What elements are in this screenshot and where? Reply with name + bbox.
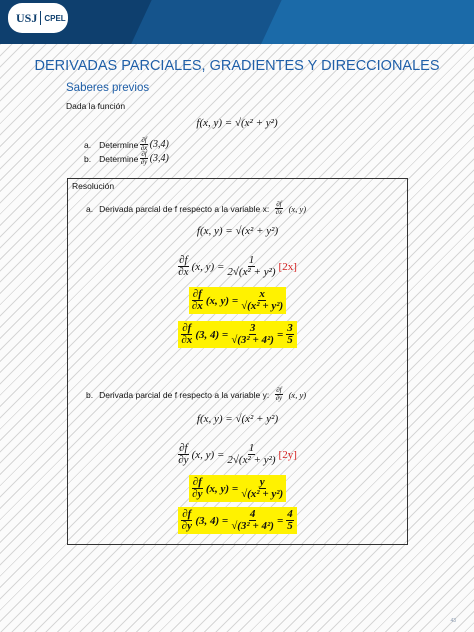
part-b-derivative-step: $\frac{\partial f}{\partial y}$ (x, y) = $\frac{1}{\text{2√(x² + y²)}}$ [2y] [178, 442, 297, 466]
logo-usj-text: USJ [16, 10, 38, 25]
page-number: 43 [450, 618, 456, 624]
question-b-letter: b. [84, 153, 92, 164]
part-b-result: $\frac{\partial f}{\partial y}$ (3, 4) = $\frac{4}{\text{√(3² + 4²)}}$ = $\frac{4}{5}$ [68, 507, 407, 534]
part-b-chain-factor: [2y] [278, 448, 297, 461]
part-a-simplified: $\frac{\partial f}{\partial x}$ (x, y) = $\frac{x}{\text{√(x² + y²)}}$ [68, 287, 407, 314]
part-a-result: $\frac{\partial f}{\partial x}$ (3, 4) = $\frac{3}{\text{√(3² + 4²)}}$ = $\frac{3}{5}$ [68, 321, 407, 348]
given-function: f(x, y) = √(x² + y²) [196, 117, 278, 129]
part-b-heading [86, 387, 306, 402]
logo-divider [40, 11, 41, 25]
question-a-letter: a. [84, 139, 92, 150]
part-b-function: f(x, y) = √(x² + y²) [196, 413, 279, 425]
part-b-simplified: $\frac{\partial f}{\partial y}$ (x, y) = $\frac{y}{\text{√(x² + y²)}}$ [68, 475, 407, 502]
resolution-label: Resolución [72, 181, 115, 191]
part-b-derivative: $\frac{\partial f}{\partial y}$ [275, 386, 283, 402]
question-a [84, 137, 169, 152]
part-a-heading [86, 201, 306, 216]
section-subtitle: Saberes previos [66, 82, 150, 94]
part-a-derivative-step: $\frac{\partial f}{\partial x}$ (x, y) = $\frac{1}{\text{2√(x² + y²)}}$ [2x] [178, 254, 297, 278]
part-a-args: (x, y) [288, 203, 307, 214]
question-b-derivative: $\frac{\partial f}{\partial y}$ [140, 150, 148, 166]
part-a-chain-factor: [2x] [278, 260, 297, 273]
question-b-point: (3,4) [149, 153, 169, 164]
part-b-args: (x, y) [288, 389, 307, 400]
part-a-text: Derivada parcial de f respecto a la variable x: [99, 203, 270, 214]
question-a-point: (3,4) [149, 139, 169, 150]
resolution-box [67, 178, 408, 545]
part-b-text: Derivada parcial de f respecto a la variable y: [99, 389, 270, 400]
logo [8, 3, 68, 33]
header-banner [0, 0, 474, 44]
question-b-text: Determine [99, 153, 139, 164]
part-a-letter: a. [86, 203, 94, 214]
header-stripe-light [249, 0, 474, 44]
logo-cpel-text: CPEL [44, 13, 66, 23]
question-a-derivative: $\frac{\partial f}{\partial x}$ [140, 136, 148, 152]
page-title: DERIVADAS PARCIALES, GRADIENTES Y DIRECCIONALES [34, 58, 440, 74]
part-a-derivative: $\frac{\partial f}{\partial x}$ [275, 200, 283, 216]
intro-text: Dada la función [66, 101, 126, 111]
question-a-text: Determine [99, 139, 139, 150]
part-b-letter: b. [86, 389, 94, 400]
question-b [84, 151, 169, 166]
part-a-function: f(x, y) = √(x² + y²) [196, 225, 279, 237]
